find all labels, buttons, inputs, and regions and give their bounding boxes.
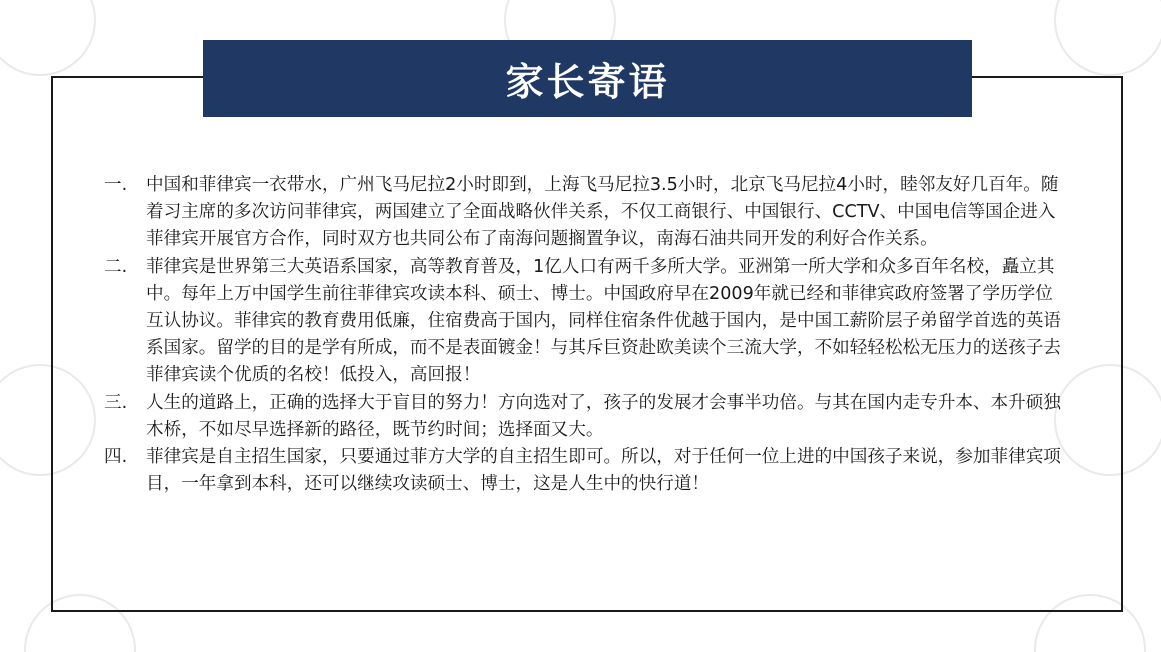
list-item-text: 菲律宾是世界第三大英语系国家，高等教育普及，1亿人口有两千多所大学。亚洲第一所大学和众多百年名校，矗立其中。每年上万中国学生前往菲律宾攻读本科、硕士、博士。中国政府早在2009年就已经和菲律宾政府签署了学历学位互认协议。菲律宾的教育费用低廉，住宿费高于国内，同样住宿条件优越于国内，是中国工薪阶层子弟留学首选的英语系国家。留学的目的是学有所成，而不是表面镀金！与其斥巨资赴欧美读个三流大学，不如轻轻松松无压力的送孩子去菲律宾读个优质的名校！低投入，高回报！ — [146, 256, 1061, 386]
list-item-marker: 二. — [104, 256, 128, 277]
list-item-marker: 四. — [104, 447, 128, 468]
list-item-text: 人生的道路上，正确的选择大于盲目的努力！方向选对了，孩子的发展才会事半功倍。与其在国内走专升本、本升硕独木桥，不如尽早选择新的路径，既节约时间；选择面又大。 — [146, 392, 1061, 440]
list-item — [104, 444, 1084, 498]
list-item-marker: 三. — [104, 392, 128, 413]
paragraph-list — [104, 172, 1084, 498]
list-item-text: 中国和菲律宾一衣带水，广州飞马尼拉2小时即到，上海飞马尼拉3.5小时，北京飞马尼拉4小时，睦邻友好几百年。随着习主席的多次访问菲律宾，两国建立了全面战略伙伴关系，不仅工商银行、中国银行、CCTV、中国电信等国企进入菲律宾开展官方合作，同时双方也共同公布了南海问题搁置争议，南海石油共同开发的利好合作关系。 — [146, 175, 1059, 250]
title-banner — [203, 40, 972, 117]
list-item-text: 菲律宾是自主招生国家，只要通过菲方大学的自主招生即可。所以，对于任何一位上进的中国孩子来说，参加菲律宾项目，一年拿到本科，还可以继续攻读硕士、博士，这是人生中的快行道！ — [146, 447, 1061, 495]
page-title: 家长寄语 — [505, 60, 670, 104]
list-item — [104, 172, 1084, 254]
list-item — [104, 254, 1084, 390]
list-item — [104, 390, 1084, 444]
list-item-marker: 一. — [104, 175, 128, 195]
